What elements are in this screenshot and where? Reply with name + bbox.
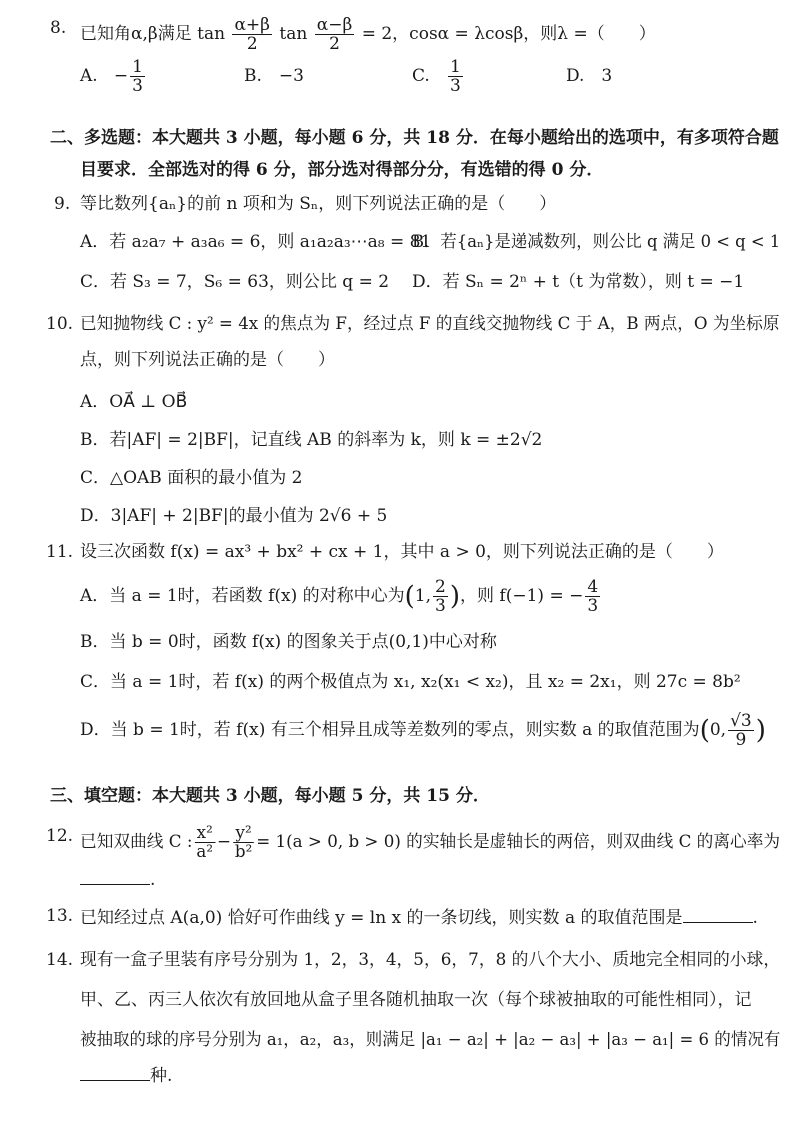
answer-blank-line: 种. bbox=[80, 1062, 172, 1088]
fraction: $\frac{\alpha-\beta}{2}$ bbox=[316, 15, 353, 54]
question-stem: 已知抛物线 C : y² = 4x 的焦点为 F，经过点 F 的直线交抛物线 C 于 A，B 两点，O 为坐标原 bbox=[80, 314, 780, 334]
answer-blank[interactable] bbox=[80, 866, 150, 885]
question-number: 8. bbox=[50, 18, 67, 38]
option-d: D．3|AF| + 2|BF|的最小值为 2√6 + 5 bbox=[80, 506, 388, 526]
question-number: 10. bbox=[46, 314, 74, 334]
question-stem-continued: 被抽取的球的序号分别为 a₁，a₂，a₃，则满足 |a₁ − a₂| + |a₂ − a₃| + |a₃ − a₁| = 6 的情况有 bbox=[80, 1030, 781, 1050]
option-c: C. $\frac{1}{3}$ bbox=[412, 57, 461, 96]
option-a: A．若 a₂a₇ + a₃a₆ = 6，则 a₁a₂a₃⋯a₈ = 81 bbox=[80, 232, 432, 252]
option-b: B. −3 bbox=[244, 66, 304, 86]
question-stem: 已知角α,β满足 tan $\frac{\alpha+\beta}{2}$ tan $\frac{\alpha-\beta}{2}$ = 2，cosα = λcosβ，则λ =（ ） bbox=[80, 15, 656, 54]
option-c: C．△OAB 面积的最小值为 2 bbox=[80, 468, 303, 488]
question-number: 11. bbox=[46, 542, 74, 562]
option-c: C．若 S₃ = 7，S₆ = 63，则公比 q = 2 bbox=[80, 272, 390, 292]
question-number: 14. bbox=[46, 950, 74, 970]
question-number: 12. bbox=[46, 826, 74, 846]
answer-blank[interactable] bbox=[683, 904, 753, 923]
answer-blank-line: . bbox=[80, 866, 155, 892]
fraction: $\frac{1}{3}$ bbox=[132, 57, 143, 96]
question-number: 13. bbox=[46, 906, 74, 926]
fraction: $\frac{4}{3}$ bbox=[587, 577, 599, 616]
option-d: D．若 Sₙ = 2ⁿ + t（t 为常数），则 t = −1 bbox=[412, 272, 745, 292]
exam-page: 8. 已知角α,β满足 tan $\frac{\alpha+\beta}{2}$ tan $\frac{\alpha-\beta}{2}$ = 2，cosα = λcosβ，则λ =（ ） A. − $\frac{1}{3}$ B. −3 C. $\frac{1}{3}$ D. 3 二、多选题：本大题共 3 小题，每小题 6 分，共 18 分．在每小题给出的选项中，有多项符合题 目要求．全部选对的得 6 分，部分选对得部分分，有选错的得 0 分． 9. 等比数列{aₙ}的前 n 项和为 Sₙ，则下列说法正确的是（ ） A．若 a₂a₇ + a₃a₆ = 6，则 a₁a₂a₃⋯a₈ = 81 B．若{aₙ}是递减数列，则公比 q 满足 0 < q < 1 C．若 S₃ = 7，S₆ = 63，则公比 q = 2 D．若 Sₙ = 2ⁿ + t（t 为常数），则 t = −1 10. 已知抛物线 C : y² = 4x 的焦点为 F，经过点 F 的直线交抛物线 C 于 A，B 两点，O 为坐标原 点，则下列说法正确的是（ ） A．OA⃗ ⊥ OB⃗ B．若|AF| = 2|BF|，记直线 AB 的斜率为 k，则 k = ±2√2 C．△OAB 面积的最小值为 2 D．3|AF| + 2|BF|的最小值为 2√6 + 5 11. 设三次函数 f(x) = ax³ + bx² + cx + 1，其中 a > 0，则下列说法正确的是（ ） A．当 a = 1时，若函数 f(x) 的对称中心为(1, $\frac{2}{3}$ )，则 f(−1) = − $\frac{4}{3}$ B．当 b = 0时，函数 f(x) 的图象关于点(0,1)中心对称 C．当 a = 1时，若 f(x) 的两个极值点为 x₁, x₂(x₁ < x₂)，且 x₂ = 2x₁，则 27c = 8b² D．当 b = 1时，若 f(x) 有三个相异且成等差数列的零点，则实数 a 的取值范围为(0, $\frac{√3}{9}$ ) 三、填空题：本大题共 3 小题，每小题 5 分，共 15 分． 12. 已知双曲线 C : $\frac{\text{x²}}{\text{a²}}$ − $\frac{\text{y²}}{\text{b²}}$ = 1(a > 0, b > 0) 的实轴长是虚轴长的两倍，则双曲线 C 的离心率为 . 13. 已知经过点 A(a,0) 恰好可作曲线 y = ln x 的一条切线，则实数 a 的取值范围是 . 14. 现有一盒子里装有序号分别为 1，2，3，4，5，6，7，8 的八个大小、质地完全相同的小球， 甲、乙、丙三人依次有放回地从盒子里各随机抽取一次（每个球被抽取的可能性相同），记 被抽取的球的序号分别为 a₁，a₂，a₃，则满足 |a₁ − a₂| + |a₂ − a₃| + |a₃ − a₁| = 6 的情况有 种. bbox=[46, 15, 781, 1086]
question-stem-continued: 甲、乙、丙三人依次有放回地从盒子里各随机抽取一次（每个球被抽取的可能性相同），记 bbox=[80, 990, 752, 1010]
question-number: 9. bbox=[54, 194, 71, 214]
question-stem: 等比数列{aₙ}的前 n 项和为 Sₙ，则下列说法正确的是（ ） bbox=[80, 194, 557, 214]
question-stem-continued: 点，则下列说法正确的是（ ） bbox=[80, 350, 335, 370]
option-b: B．若|AF| = 2|BF|，记直线 AB 的斜率为 k，则 k = ±2√2 bbox=[80, 430, 543, 450]
fraction: $\frac{\text{x²}}{\text{a²}}$ bbox=[196, 823, 214, 862]
option-d: D. 3 bbox=[566, 66, 613, 86]
fraction: $\frac{\alpha+\beta}{2}$ bbox=[234, 15, 271, 54]
question-stem: 设三次函数 f(x) = ax³ + bx² + cx + 1，其中 a > 0，则下列说法正确的是（ ） bbox=[80, 542, 724, 562]
option-c: C．当 a = 1时，若 f(x) 的两个极值点为 x₁, x₂(x₁ < x₂)，且 x₂ = 2x₁，则 27c = 8b² bbox=[80, 672, 741, 692]
option-a: A．OA⃗ ⊥ OB⃗ bbox=[80, 392, 188, 412]
question-stem: 现有一盒子里装有序号分别为 1，2，3，4，5，6，7，8 的八个大小、质地完全相同的小球， bbox=[80, 950, 781, 970]
question-stem: 已知双曲线 C : $\frac{\text{x²}}{\text{a²}}$ − $\frac{\text{y²}}{\text{b²}}$ = 1(a > 0, b > 0) 的实轴长是虚轴长的两倍，则双曲线 C 的离心率为 bbox=[80, 823, 781, 862]
answer-blank[interactable] bbox=[80, 1062, 150, 1081]
option-d: D．当 b = 1时，若 f(x) 有三个相异且成等差数列的零点，则实数 a 的取值范围为(0, $\frac{√3}{9}$ ) bbox=[80, 711, 766, 750]
fraction: $\frac{\text{y²}}{\text{b²}}$ bbox=[234, 823, 253, 862]
fraction: $\frac{2}{3}$ bbox=[435, 577, 446, 616]
option-b: B．当 b = 0时，函数 f(x) 的图象关于点(0,1)中心对称 bbox=[80, 632, 497, 652]
option-a: A．当 a = 1时，若函数 f(x) 的对称中心为(1, $\frac{2}{3}$ )，则 f(−1) = − $\frac{4}{3}$ bbox=[80, 577, 599, 616]
question-stem: 已知经过点 A(a,0) 恰好可作曲线 y = ln x 的一条切线，则实数 a 的取值范围是 . bbox=[80, 904, 758, 930]
option-b: B．若{aₙ}是递减数列，则公比 q 满足 0 < q < 1 bbox=[412, 232, 781, 252]
fraction: $\frac{√3}{9}$ bbox=[730, 711, 752, 750]
fraction: $\frac{1}{3}$ bbox=[450, 57, 461, 96]
option-a: A. − $\frac{1}{3}$ bbox=[80, 57, 143, 96]
